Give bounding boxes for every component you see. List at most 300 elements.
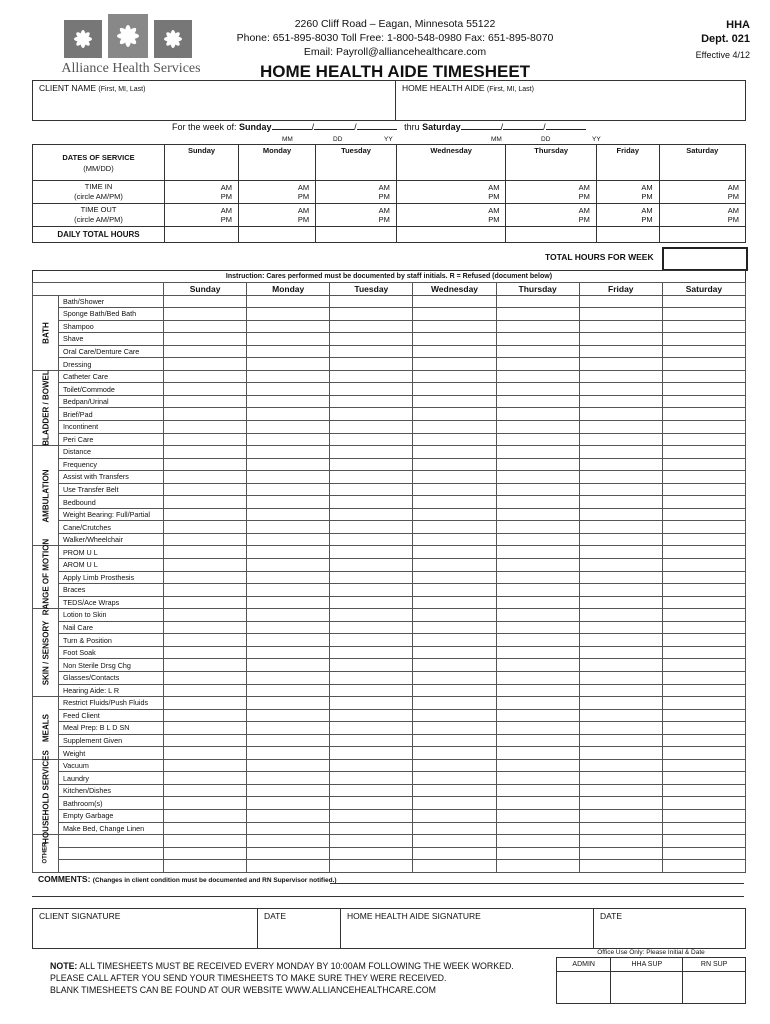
initial-cell[interactable] [496, 747, 579, 760]
initial-cell[interactable] [247, 847, 330, 860]
initial-cell[interactable] [662, 609, 745, 622]
initial-cell[interactable] [579, 358, 662, 371]
initial-cell[interactable] [496, 646, 579, 659]
initial-cell[interactable] [164, 521, 247, 534]
initial-cell[interactable] [164, 345, 247, 358]
aide-name-field[interactable]: HOME HEALTH AIDE (First, MI, Last) [396, 81, 746, 121]
initial-cell[interactable] [247, 646, 330, 659]
initial-cell[interactable] [496, 408, 579, 421]
date-field[interactable]: DATE [594, 909, 746, 949]
initial-cell[interactable] [330, 596, 413, 609]
initial-cell[interactable] [164, 659, 247, 672]
initial-cell[interactable] [247, 345, 330, 358]
initial-cell[interactable] [413, 584, 496, 597]
time-in-cell[interactable]: AM PM [239, 181, 316, 204]
initial-cell[interactable] [247, 596, 330, 609]
daily-total-cell[interactable] [396, 227, 506, 243]
initial-cell[interactable] [330, 634, 413, 647]
initial-cell[interactable] [164, 784, 247, 797]
week-start-yy[interactable] [357, 129, 397, 130]
office-initial-cell[interactable] [611, 972, 683, 1004]
initial-cell[interactable] [330, 822, 413, 835]
initial-cell[interactable] [662, 634, 745, 647]
initial-cell[interactable] [496, 571, 579, 584]
initial-cell[interactable] [579, 697, 662, 710]
initial-cell[interactable] [330, 684, 413, 697]
initial-cell[interactable] [247, 395, 330, 408]
initial-cell[interactable] [662, 734, 745, 747]
initial-cell[interactable] [164, 295, 247, 308]
initial-cell[interactable] [579, 433, 662, 446]
initial-cell[interactable] [247, 433, 330, 446]
initial-cell[interactable] [247, 659, 330, 672]
initial-cell[interactable] [413, 747, 496, 760]
daily-total-cell[interactable] [659, 227, 745, 243]
date-field[interactable]: DATE [258, 909, 341, 949]
initial-cell[interactable] [413, 483, 496, 496]
initial-cell[interactable] [164, 835, 247, 848]
initial-cell[interactable] [330, 521, 413, 534]
initial-cell[interactable] [662, 596, 745, 609]
initial-cell[interactable] [247, 508, 330, 521]
initial-cell[interactable] [579, 521, 662, 534]
initial-cell[interactable] [413, 408, 496, 421]
initial-cell[interactable] [662, 358, 745, 371]
initial-cell[interactable] [413, 835, 496, 848]
initial-cell[interactable] [247, 772, 330, 785]
initial-cell[interactable] [496, 822, 579, 835]
initial-cell[interactable] [496, 722, 579, 735]
initial-cell[interactable] [164, 609, 247, 622]
initial-cell[interactable] [662, 646, 745, 659]
initial-cell[interactable] [579, 684, 662, 697]
initial-cell[interactable] [164, 395, 247, 408]
week-start-mm[interactable] [272, 129, 312, 130]
initial-cell[interactable] [579, 370, 662, 383]
initial-cell[interactable] [330, 320, 413, 333]
initial-cell[interactable] [579, 559, 662, 572]
initial-cell[interactable] [330, 835, 413, 848]
initial-cell[interactable] [579, 446, 662, 459]
week-end-mm[interactable] [461, 129, 501, 130]
initial-cell[interactable] [413, 709, 496, 722]
client-signature-field[interactable]: CLIENT SIGNATURE [33, 909, 258, 949]
initial-cell[interactable] [330, 809, 413, 822]
initial-cell[interactable] [164, 697, 247, 710]
initial-cell[interactable] [662, 496, 745, 509]
initial-cell[interactable] [247, 533, 330, 546]
initial-cell[interactable] [579, 797, 662, 810]
initial-cell[interactable] [579, 835, 662, 848]
initial-cell[interactable] [579, 471, 662, 484]
initial-cell[interactable] [330, 609, 413, 622]
initial-cell[interactable] [413, 860, 496, 873]
initial-cell[interactable] [164, 734, 247, 747]
initial-cell[interactable] [247, 483, 330, 496]
initial-cell[interactable] [496, 533, 579, 546]
initial-cell[interactable] [330, 345, 413, 358]
initial-cell[interactable] [164, 508, 247, 521]
daily-total-cell[interactable] [165, 227, 239, 243]
initial-cell[interactable] [496, 671, 579, 684]
initial-cell[interactable] [579, 646, 662, 659]
initial-cell[interactable] [662, 671, 745, 684]
initial-cell[interactable] [247, 308, 330, 321]
initial-cell[interactable] [247, 421, 330, 434]
initial-cell[interactable] [247, 521, 330, 534]
initial-cell[interactable] [330, 446, 413, 459]
initial-cell[interactable] [579, 383, 662, 396]
initial-cell[interactable] [413, 784, 496, 797]
office-initial-cell[interactable] [683, 972, 746, 1004]
initial-cell[interactable] [662, 860, 745, 873]
initial-cell[interactable] [247, 458, 330, 471]
initial-cell[interactable] [164, 408, 247, 421]
time-in-cell[interactable]: AM PM [396, 181, 506, 204]
initial-cell[interactable] [413, 571, 496, 584]
initial-cell[interactable] [413, 772, 496, 785]
initial-cell[interactable] [330, 584, 413, 597]
initial-cell[interactable] [247, 621, 330, 634]
week-start-dd[interactable] [314, 129, 354, 130]
comments-line[interactable] [330, 883, 744, 884]
initial-cell[interactable] [496, 709, 579, 722]
initial-cell[interactable] [413, 295, 496, 308]
initial-cell[interactable] [247, 747, 330, 760]
time-out-cell[interactable]: AM PM [396, 204, 506, 227]
initial-cell[interactable] [413, 609, 496, 622]
initial-cell[interactable] [247, 333, 330, 346]
initial-cell[interactable] [662, 383, 745, 396]
initial-cell[interactable] [579, 847, 662, 860]
initial-cell[interactable] [330, 797, 413, 810]
initial-cell[interactable] [579, 496, 662, 509]
initial-cell[interactable] [413, 697, 496, 710]
initial-cell[interactable] [413, 847, 496, 860]
initial-cell[interactable] [330, 847, 413, 860]
initial-cell[interactable] [247, 446, 330, 459]
initial-cell[interactable] [164, 458, 247, 471]
initial-cell[interactable] [662, 584, 745, 597]
initial-cell[interactable] [413, 646, 496, 659]
initial-cell[interactable] [662, 333, 745, 346]
initial-cell[interactable] [579, 621, 662, 634]
initial-cell[interactable] [413, 659, 496, 672]
initial-cell[interactable] [579, 784, 662, 797]
initial-cell[interactable] [164, 383, 247, 396]
initial-cell[interactable] [662, 684, 745, 697]
initial-cell[interactable] [164, 822, 247, 835]
initial-cell[interactable] [496, 370, 579, 383]
initial-cell[interactable] [496, 508, 579, 521]
initial-cell[interactable] [413, 822, 496, 835]
initial-cell[interactable] [496, 320, 579, 333]
time-in-cell[interactable]: AM PM [659, 181, 745, 204]
initial-cell[interactable] [413, 458, 496, 471]
initial-cell[interactable] [164, 747, 247, 760]
initial-cell[interactable] [496, 446, 579, 459]
initial-cell[interactable] [413, 383, 496, 396]
initial-cell[interactable] [413, 395, 496, 408]
initial-cell[interactable] [496, 471, 579, 484]
initial-cell[interactable] [496, 333, 579, 346]
initial-cell[interactable] [164, 358, 247, 371]
initial-cell[interactable] [662, 747, 745, 760]
initial-cell[interactable] [413, 370, 496, 383]
initial-cell[interactable] [496, 659, 579, 672]
initial-cell[interactable] [330, 421, 413, 434]
initial-cell[interactable] [247, 797, 330, 810]
initial-cell[interactable] [247, 835, 330, 848]
initial-cell[interactable] [413, 496, 496, 509]
initial-cell[interactable] [579, 671, 662, 684]
week-end-yy[interactable] [546, 129, 586, 130]
initial-cell[interactable] [496, 596, 579, 609]
initial-cell[interactable] [662, 533, 745, 546]
initial-cell[interactable] [413, 809, 496, 822]
initial-cell[interactable] [247, 822, 330, 835]
initial-cell[interactable] [496, 734, 579, 747]
initial-cell[interactable] [662, 521, 745, 534]
initial-cell[interactable] [164, 809, 247, 822]
initial-cell[interactable] [164, 621, 247, 634]
initial-cell[interactable] [164, 634, 247, 647]
initial-cell[interactable] [330, 483, 413, 496]
initial-cell[interactable] [662, 308, 745, 321]
initial-cell[interactable] [330, 458, 413, 471]
initial-cell[interactable] [413, 320, 496, 333]
initial-cell[interactable] [662, 797, 745, 810]
initial-cell[interactable] [496, 521, 579, 534]
initial-cell[interactable] [662, 508, 745, 521]
initial-cell[interactable] [662, 784, 745, 797]
initial-cell[interactable] [579, 533, 662, 546]
initial-cell[interactable] [164, 772, 247, 785]
initial-cell[interactable] [164, 471, 247, 484]
initial-cell[interactable] [662, 320, 745, 333]
initial-cell[interactable] [247, 709, 330, 722]
initial-cell[interactable] [496, 483, 579, 496]
initial-cell[interactable] [413, 433, 496, 446]
initial-cell[interactable] [330, 571, 413, 584]
initial-cell[interactable] [579, 395, 662, 408]
daily-total-cell[interactable] [596, 227, 659, 243]
initial-cell[interactable] [413, 634, 496, 647]
total-week-field[interactable] [662, 247, 748, 271]
initial-cell[interactable] [164, 533, 247, 546]
initial-cell[interactable] [330, 747, 413, 760]
initial-cell[interactable] [662, 847, 745, 860]
initial-cell[interactable] [579, 860, 662, 873]
initial-cell[interactable] [496, 847, 579, 860]
initial-cell[interactable] [579, 508, 662, 521]
initial-cell[interactable] [330, 370, 413, 383]
initial-cell[interactable] [579, 596, 662, 609]
initial-cell[interactable] [413, 684, 496, 697]
initial-cell[interactable] [662, 471, 745, 484]
initial-cell[interactable] [496, 835, 579, 848]
initial-cell[interactable] [579, 408, 662, 421]
initial-cell[interactable] [164, 584, 247, 597]
initial-cell[interactable] [413, 759, 496, 772]
initial-cell[interactable] [413, 797, 496, 810]
initial-cell[interactable] [413, 671, 496, 684]
initial-cell[interactable] [496, 421, 579, 434]
initial-cell[interactable] [413, 596, 496, 609]
initial-cell[interactable] [413, 521, 496, 534]
initial-cell[interactable] [496, 784, 579, 797]
time-in-cell[interactable]: AM PM [316, 181, 397, 204]
initial-cell[interactable] [579, 458, 662, 471]
week-end-dd[interactable] [503, 129, 543, 130]
initial-cell[interactable] [579, 772, 662, 785]
initial-cell[interactable] [164, 722, 247, 735]
initial-cell[interactable] [247, 295, 330, 308]
initial-cell[interactable] [164, 571, 247, 584]
initial-cell[interactable] [164, 646, 247, 659]
initial-cell[interactable] [247, 546, 330, 559]
initial-cell[interactable] [662, 709, 745, 722]
initial-cell[interactable] [247, 697, 330, 710]
initial-cell[interactable] [164, 860, 247, 873]
initial-cell[interactable] [413, 722, 496, 735]
initial-cell[interactable] [579, 822, 662, 835]
initial-cell[interactable] [579, 345, 662, 358]
initial-cell[interactable] [164, 684, 247, 697]
initial-cell[interactable] [496, 809, 579, 822]
initial-cell[interactable] [662, 559, 745, 572]
initial-cell[interactable] [330, 433, 413, 446]
initial-cell[interactable] [247, 408, 330, 421]
initial-cell[interactable] [330, 546, 413, 559]
initial-cell[interactable] [496, 860, 579, 873]
initial-cell[interactable] [662, 772, 745, 785]
initial-cell[interactable] [579, 709, 662, 722]
initial-cell[interactable] [496, 559, 579, 572]
initial-cell[interactable] [330, 759, 413, 772]
initial-cell[interactable] [579, 571, 662, 584]
time-out-cell[interactable]: AM PM [506, 204, 596, 227]
initial-cell[interactable] [330, 496, 413, 509]
time-out-cell[interactable]: AM PM [596, 204, 659, 227]
initial-cell[interactable] [330, 533, 413, 546]
time-in-cell[interactable]: AM PM [506, 181, 596, 204]
initial-cell[interactable] [496, 621, 579, 634]
initial-cell[interactable] [330, 395, 413, 408]
initial-cell[interactable] [579, 421, 662, 434]
time-out-cell[interactable]: AM PM [659, 204, 745, 227]
initial-cell[interactable] [247, 571, 330, 584]
initial-cell[interactable] [579, 747, 662, 760]
initial-cell[interactable] [496, 295, 579, 308]
initial-cell[interactable] [662, 395, 745, 408]
initial-cell[interactable] [330, 734, 413, 747]
initial-cell[interactable] [579, 308, 662, 321]
initial-cell[interactable] [413, 471, 496, 484]
initial-cell[interactable] [579, 320, 662, 333]
time-out-cell[interactable]: AM PM [239, 204, 316, 227]
initial-cell[interactable] [164, 433, 247, 446]
initial-cell[interactable] [247, 722, 330, 735]
client-name-field[interactable]: CLIENT NAME (First, MI, Last) [33, 81, 396, 121]
initial-cell[interactable] [330, 308, 413, 321]
initial-cell[interactable] [330, 508, 413, 521]
initial-cell[interactable] [247, 671, 330, 684]
initial-cell[interactable] [164, 596, 247, 609]
initial-cell[interactable] [164, 483, 247, 496]
initial-cell[interactable] [662, 408, 745, 421]
initial-cell[interactable] [662, 809, 745, 822]
initial-cell[interactable] [496, 345, 579, 358]
initial-cell[interactable] [579, 609, 662, 622]
initial-cell[interactable] [413, 421, 496, 434]
initial-cell[interactable] [330, 772, 413, 785]
initial-cell[interactable] [413, 308, 496, 321]
initial-cell[interactable] [247, 809, 330, 822]
aide-signature-field[interactable]: HOME HEALTH AIDE SIGNATURE [341, 909, 594, 949]
initial-cell[interactable] [247, 759, 330, 772]
initial-cell[interactable] [662, 483, 745, 496]
initial-cell[interactable] [164, 446, 247, 459]
initial-cell[interactable] [247, 358, 330, 371]
initial-cell[interactable] [413, 508, 496, 521]
initial-cell[interactable] [330, 659, 413, 672]
initial-cell[interactable] [330, 860, 413, 873]
initial-cell[interactable] [662, 659, 745, 672]
initial-cell[interactable] [496, 496, 579, 509]
initial-cell[interactable] [496, 772, 579, 785]
initial-cell[interactable] [164, 320, 247, 333]
initial-cell[interactable] [413, 559, 496, 572]
initial-cell[interactable] [413, 358, 496, 371]
initial-cell[interactable] [247, 860, 330, 873]
initial-cell[interactable] [330, 408, 413, 421]
initial-cell[interactable] [330, 621, 413, 634]
initial-cell[interactable] [164, 847, 247, 860]
initial-cell[interactable] [330, 333, 413, 346]
initial-cell[interactable] [496, 609, 579, 622]
initial-cell[interactable] [330, 697, 413, 710]
initial-cell[interactable] [413, 333, 496, 346]
initial-cell[interactable] [413, 546, 496, 559]
initial-cell[interactable] [413, 734, 496, 747]
initial-cell[interactable] [662, 697, 745, 710]
initial-cell[interactable] [579, 333, 662, 346]
time-in-cell[interactable]: AM PM [596, 181, 659, 204]
initial-cell[interactable] [413, 621, 496, 634]
daily-total-cell[interactable] [316, 227, 397, 243]
initial-cell[interactable] [164, 333, 247, 346]
initial-cell[interactable] [247, 684, 330, 697]
initial-cell[interactable] [330, 784, 413, 797]
initial-cell[interactable] [330, 709, 413, 722]
initial-cell[interactable] [496, 684, 579, 697]
initial-cell[interactable] [164, 709, 247, 722]
initial-cell[interactable] [496, 433, 579, 446]
initial-cell[interactable] [496, 458, 579, 471]
initial-cell[interactable] [247, 734, 330, 747]
initial-cell[interactable] [330, 671, 413, 684]
initial-cell[interactable] [164, 546, 247, 559]
initial-cell[interactable] [579, 634, 662, 647]
initial-cell[interactable] [579, 759, 662, 772]
initial-cell[interactable] [496, 395, 579, 408]
initial-cell[interactable] [662, 370, 745, 383]
initial-cell[interactable] [330, 646, 413, 659]
initial-cell[interactable] [247, 370, 330, 383]
initial-cell[interactable] [662, 571, 745, 584]
initial-cell[interactable] [496, 697, 579, 710]
